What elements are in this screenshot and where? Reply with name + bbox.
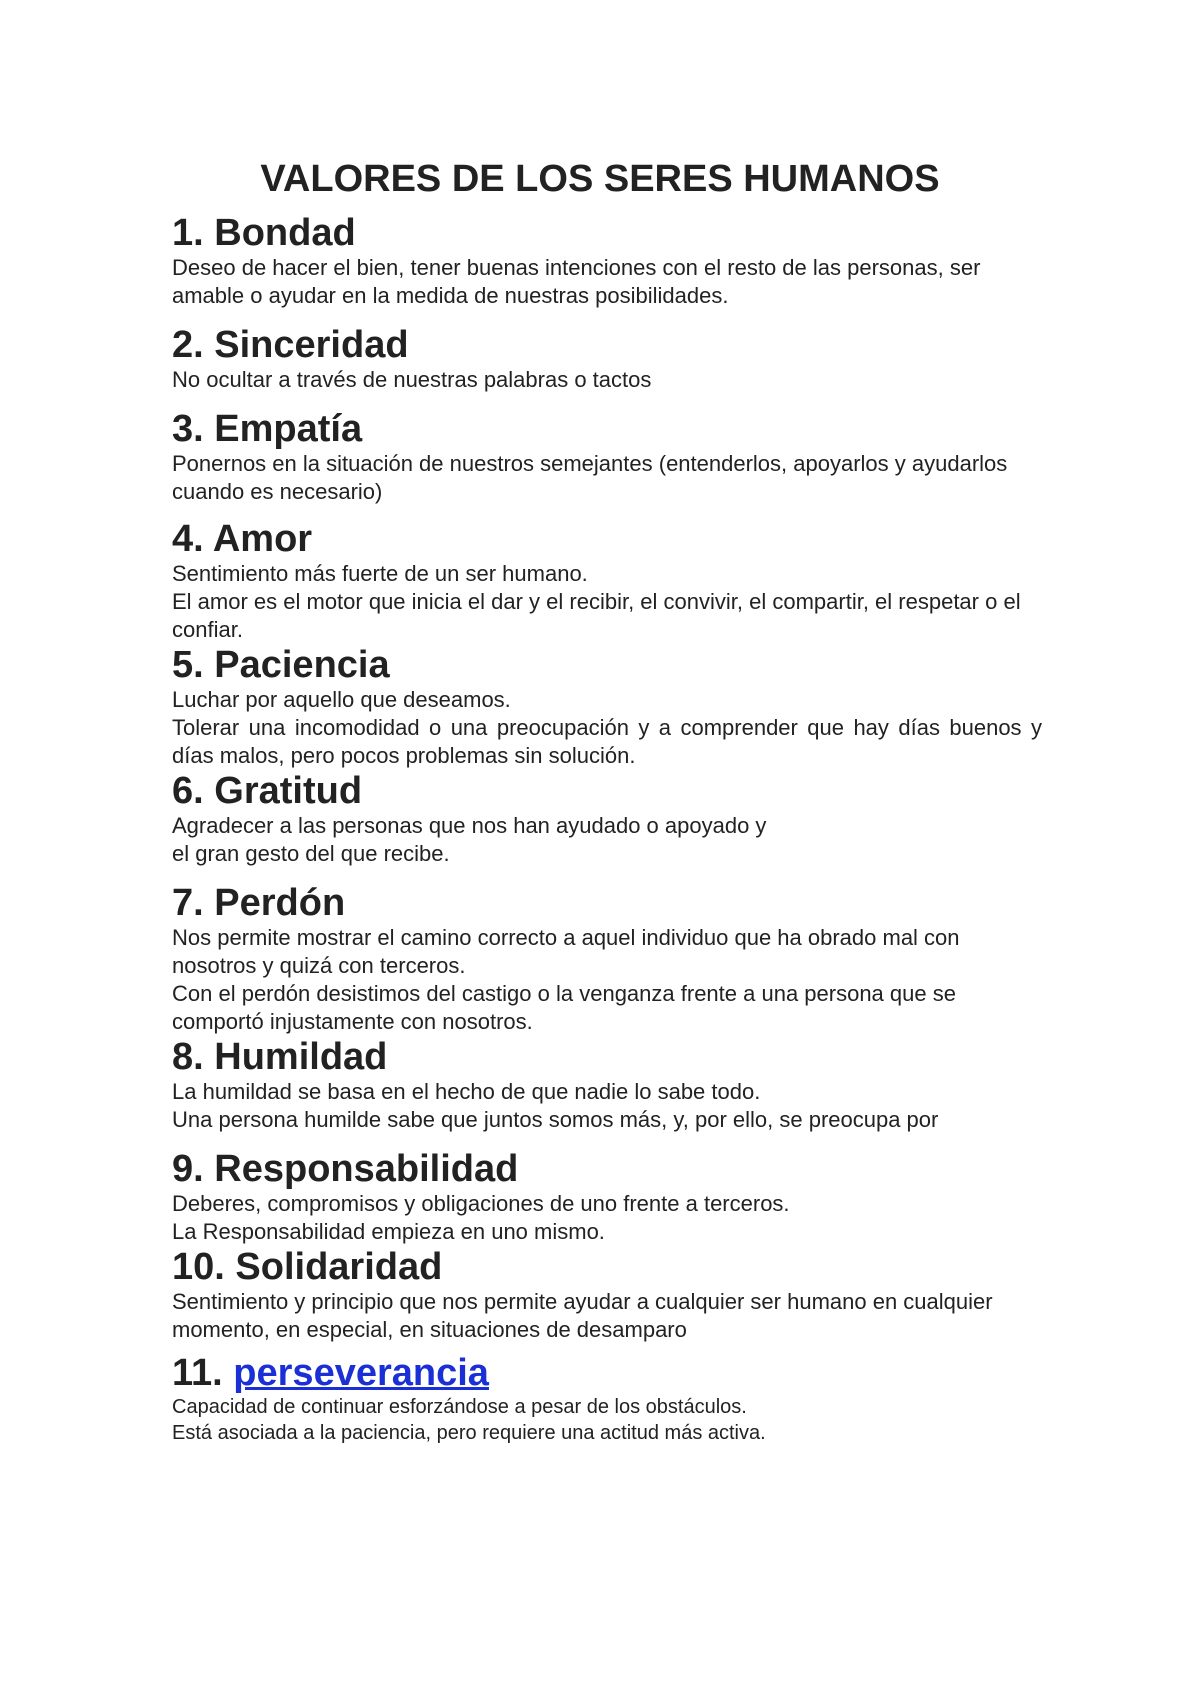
section-empatia [172,408,1042,506]
section-body [172,1078,1042,1134]
body-line: Capacidad de continuar esforzándose a pesar de los obstáculos. [172,1396,747,1418]
body-line: Deseo de hacer el bien, tener buenas intenciones con el resto de las personas, ser amable o ayudar en la medida de nuestras posibilidades. [172,255,981,308]
section-body [172,924,1042,1036]
section-body [172,1288,1042,1344]
section-body [172,686,1042,770]
section-number: 5. [172,644,204,686]
section-heading [172,324,1042,366]
section-body [172,366,1042,394]
section-responsabilidad [172,1148,1042,1246]
section-humildad [172,1036,1042,1134]
values-list [172,212,1042,1446]
section-body [172,1394,1042,1446]
section-heading [172,644,1042,686]
section-body [172,560,1042,644]
section-heading [172,1352,1042,1394]
section-perdon [172,882,1042,1036]
section-number: 8. [172,1036,204,1078]
section-name: Bondad [214,212,356,254]
section-number: 4. [172,518,204,560]
body-line: El amor es el motor que inicia el dar y el recibir, el convivir, el compartir, el respetar o el confiar. [172,589,1021,642]
section-body [172,254,1042,310]
body-line: Nos permite mostrar el camino correcto a aquel individuo que ha obrado mal con nosotros y quizá con terceros. [172,925,960,978]
body-line: Sentimiento más fuerte de un ser humano. [172,561,588,586]
section-body [172,812,1042,868]
body-line: el gran gesto del que recibe. [172,841,450,866]
body-line: Deberes, compromisos y obligaciones de uno frente a terceros. [172,1191,790,1216]
section-heading [172,882,1042,924]
section-paciencia [172,644,1042,770]
section-name: Responsabilidad [214,1148,519,1190]
section-number: 10. [172,1246,225,1288]
section-number: 1. [172,212,204,254]
section-number: 7. [172,882,204,924]
section-heading [172,518,1042,560]
section-name: Sinceridad [214,324,409,366]
section-number: 9. [172,1148,204,1190]
section-number: 11. [172,1352,223,1394]
section-name: Empatía [214,408,363,450]
body-line: Agradecer a las personas que nos han ayudado o apoyado y [172,813,767,838]
section-heading [172,408,1042,450]
body-line: Con el perdón desistimos del castigo o la venganza frente a una persona que se comportó injustamente con nosotros. [172,981,956,1034]
body-line: Una persona humilde sabe que juntos somos más, y, por ello, se preocupa por [172,1107,939,1132]
section-name: Perdón [214,882,346,924]
section-name: Amor [212,518,313,560]
perseverancia-link[interactable]: perseverancia [233,1352,489,1394]
section-amor [172,518,1042,644]
section-gratitud [172,770,1042,868]
section-name: Gratitud [214,770,363,812]
section-name: Paciencia [214,644,390,686]
body-line: La humildad se basa en el hecho de que nadie lo sabe todo. [172,1079,761,1104]
section-body [172,1190,1042,1246]
body-line: Sentimiento y principio que nos permite ayudar a cualquier ser humano en cualquier momento, en especial, en situaciones de desamparo [172,1289,993,1342]
section-heading [172,212,1042,254]
section-number: 6. [172,770,204,812]
body-line: Ponernos en la situación de nuestros semejantes (entenderlos, apoyarlos y ayudarlos cuando es necesario) [172,451,1008,504]
section-heading [172,770,1042,812]
section-number: 3. [172,408,204,450]
section-heading [172,1036,1042,1078]
body-line: La Responsabilidad empieza en uno mismo. [172,1219,605,1244]
section-body [172,450,1042,506]
body-line: Está asociada a la paciencia, pero requiere una actitud más activa. [172,1422,766,1444]
section-bondad [172,212,1042,310]
body-line: No ocultar a través de nuestras palabras o tactos [172,367,652,392]
section-perseverancia [172,1352,1042,1446]
section-solidaridad [172,1246,1042,1344]
section-heading [172,1148,1042,1190]
section-sinceridad [172,324,1042,394]
section-number: 2. [172,324,204,366]
page-title: VALORES DE LOS SERES HUMANOS [260,158,940,200]
section-heading [172,1246,1042,1288]
body-line: Luchar por aquello que deseamos. [172,687,511,712]
body-line: Tolerar una incomodidad o una preocupación y a comprender que hay días buenos y días malos, pero pocos problemas sin solución. [172,715,1042,768]
section-name: Humildad [214,1036,388,1078]
section-name: Solidaridad [235,1246,443,1288]
